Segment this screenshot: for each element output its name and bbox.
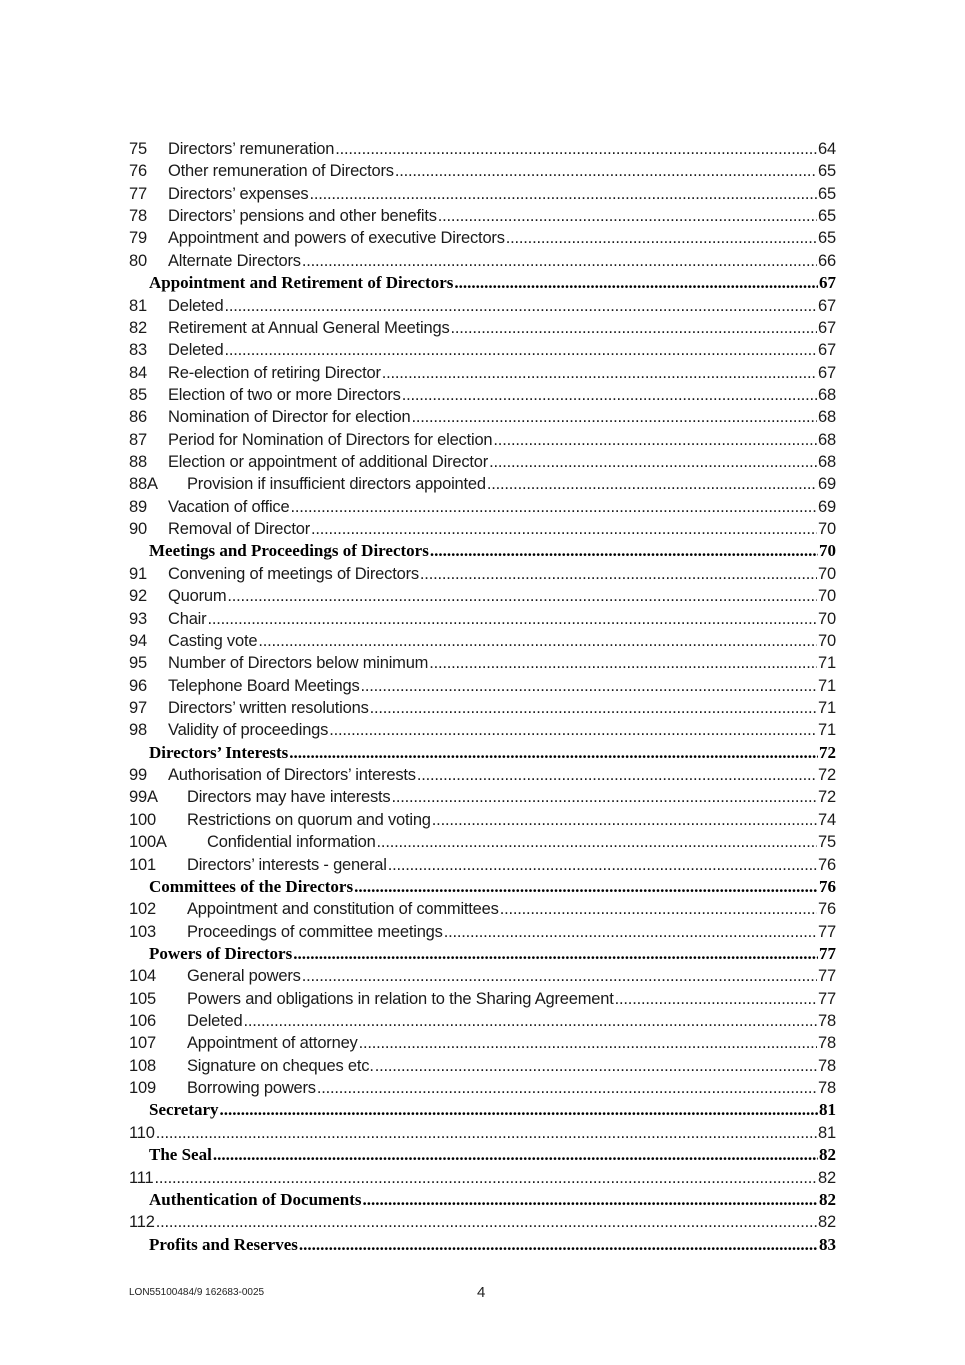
toc-entry[interactable] — [129, 384, 836, 406]
toc-entry-number: 99A — [129, 788, 158, 807]
toc-entry-title: General powers — [187, 967, 301, 986]
toc-page-number: 77 — [818, 967, 836, 986]
toc-page-number: 67 — [818, 341, 836, 360]
dot-leader — [420, 563, 817, 585]
toc-entry-title: Deleted — [168, 296, 224, 315]
toc-heading-title: The Seal — [149, 1145, 212, 1165]
toc-entry-title: Removal of Director — [168, 520, 310, 539]
toc-entry-number: 85 — [129, 385, 147, 404]
toc-entry-number: 75 — [129, 140, 147, 158]
dot-leader — [156, 1122, 817, 1144]
dot-leader — [302, 250, 817, 272]
toc-page-number: 67 — [818, 363, 836, 382]
toc-entry-title: Deleted — [168, 341, 224, 360]
dot-leader — [299, 1234, 818, 1256]
toc-entry-title: Period for Nomination of Directors for election — [168, 430, 493, 449]
toc-entry-title: Appointment of attorney — [187, 1034, 358, 1053]
dot-leader — [432, 809, 817, 831]
toc-entry-title: Directors’ written resolutions — [168, 698, 369, 717]
dot-leader — [388, 854, 817, 876]
toc-page-number: 70 — [818, 587, 836, 606]
toc-page-number: 78 — [818, 1056, 836, 1075]
toc-entry-title: Re-election of retiring Director — [168, 363, 381, 382]
toc-entry-number: 99 — [129, 766, 147, 785]
toc-entry[interactable] — [129, 675, 836, 697]
toc-entry-title: Directors’ pensions and other benefits — [168, 207, 437, 226]
toc-entry[interactable] — [129, 854, 836, 876]
toc-page-number: 67 — [818, 318, 836, 337]
dot-leader — [391, 786, 817, 808]
toc-entry-title: Authorisation of Directors’ interests — [168, 766, 416, 785]
toc-entry-title: Number of Directors below minimum — [168, 654, 429, 673]
toc-page-number: 66 — [818, 251, 836, 270]
toc-entry[interactable] — [129, 1077, 836, 1099]
toc-entry-title: Proceedings of committee meetings — [187, 922, 443, 941]
toc-entry-number: 84 — [129, 363, 147, 382]
toc-entry[interactable] — [129, 898, 836, 920]
toc-entry[interactable] — [129, 205, 836, 227]
toc-entry-title: Election or appointment of additional Director — [168, 453, 489, 472]
toc-page-number: 68 — [818, 430, 836, 449]
toc-entry[interactable] — [129, 988, 836, 1010]
toc-entry-title: Election of two or more Directors — [168, 385, 401, 404]
toc-entry-number: 76 — [129, 162, 147, 181]
toc-page-number: 68 — [818, 385, 836, 404]
toc-page-number: 67 — [819, 273, 836, 293]
toc-entry-number: 107 — [129, 1034, 156, 1053]
toc-entry[interactable] — [129, 250, 836, 272]
toc-heading[interactable] — [129, 272, 836, 294]
toc-entry-title: Directors’ remuneration — [168, 140, 335, 158]
dot-leader — [309, 183, 817, 205]
toc-entry-title: Directors’ interests - general — [187, 855, 387, 874]
toc-entry-title: Borrowing powers — [187, 1079, 316, 1098]
dot-leader — [207, 608, 817, 630]
toc-entry-title: Signature on cheques etc. — [187, 1056, 374, 1075]
toc-entry-title: Provision if insufficient directors appointed — [187, 475, 486, 494]
toc-entry[interactable] — [129, 138, 836, 160]
dot-leader — [438, 205, 817, 227]
dot-leader — [293, 943, 818, 965]
toc-entry-title: Validity of proceedings — [168, 721, 329, 740]
toc-entry-number: 100 — [129, 810, 156, 829]
toc-page-number: 70 — [818, 564, 836, 583]
toc-entry[interactable] — [129, 183, 836, 205]
dot-leader — [454, 272, 818, 294]
toc-page-number: 65 — [818, 229, 836, 248]
dot-leader — [302, 965, 817, 987]
toc-entry[interactable] — [129, 451, 836, 473]
dot-leader — [429, 652, 817, 674]
toc-entry[interactable] — [129, 1055, 836, 1077]
toc-entry-number: 93 — [129, 609, 147, 628]
toc-entry[interactable] — [129, 429, 836, 451]
toc-page-number: 64 — [818, 140, 836, 158]
dot-leader — [395, 160, 817, 182]
toc-heading[interactable] — [129, 1144, 836, 1166]
toc-entry-number: 97 — [129, 698, 147, 717]
dot-leader — [493, 429, 817, 451]
toc-heading-title: Meetings and Proceedings of Directors — [149, 541, 429, 561]
toc-entry[interactable] — [129, 317, 836, 339]
toc-entry[interactable] — [129, 295, 836, 317]
toc-entry-number: 112 — [129, 1213, 155, 1232]
toc-page-number: 78 — [818, 1012, 836, 1031]
toc-page-number: 65 — [818, 207, 836, 226]
toc-heading[interactable] — [129, 943, 836, 965]
dot-leader — [317, 1077, 817, 1099]
dot-leader — [500, 898, 817, 920]
toc-entry-number: 104 — [129, 967, 156, 986]
dot-leader — [311, 518, 817, 540]
dot-leader — [227, 585, 817, 607]
toc-entry[interactable] — [129, 764, 836, 786]
toc-page-number: 76 — [818, 855, 836, 874]
dot-leader — [506, 227, 817, 249]
dot-leader — [329, 719, 817, 741]
dot-leader — [402, 384, 817, 406]
toc-entry[interactable] — [129, 496, 836, 518]
toc-entry-title: Quorum — [168, 587, 227, 606]
toc-entry[interactable] — [129, 362, 836, 384]
toc-page-number: 78 — [818, 1034, 836, 1053]
toc-entry-title: Other remuneration of Directors — [168, 162, 394, 181]
toc-entry[interactable] — [129, 630, 836, 652]
toc-entry-number: 79 — [129, 229, 147, 248]
dot-leader — [382, 362, 817, 384]
toc-entry-number: 106 — [129, 1012, 156, 1031]
toc-entry[interactable] — [129, 1032, 836, 1054]
dot-leader — [258, 630, 817, 652]
toc-entry-title: Retirement at Annual General Meetings — [168, 318, 450, 337]
toc-entry-number: 81 — [129, 296, 147, 315]
toc-page-number: 82 — [819, 1145, 836, 1165]
dot-leader — [361, 675, 818, 697]
toc-entry-number: 105 — [129, 989, 156, 1008]
toc-page-number: 71 — [818, 654, 836, 673]
dot-leader — [363, 1189, 819, 1211]
toc-entry-title: Chair — [168, 609, 207, 628]
document-reference: LON55100484/9 162683-0025 — [129, 1287, 265, 1298]
toc-entry[interactable] — [129, 563, 836, 585]
toc-entry[interactable] — [129, 786, 836, 808]
toc-page-number: 72 — [819, 742, 836, 762]
toc-entry-number: 92 — [129, 587, 147, 606]
dot-leader — [224, 339, 817, 361]
toc-heading-title: Committees of the Directors — [149, 876, 354, 896]
toc-page-number: 77 — [818, 922, 836, 941]
toc-entry-title: Appointment and constitution of committees — [187, 900, 499, 919]
toc-entry[interactable] — [129, 608, 836, 630]
toc-entry-title: Telephone Board Meetings — [168, 676, 360, 695]
toc-page-number: 71 — [818, 698, 836, 717]
toc-entry-title: Directors’ expenses — [168, 184, 309, 203]
toc-page-number: 77 — [818, 989, 836, 1008]
toc-entry-title: Vacation of office — [168, 497, 290, 516]
toc-entry-number: 78 — [129, 207, 147, 226]
dot-leader — [156, 1211, 817, 1233]
toc-heading[interactable] — [129, 876, 836, 898]
toc-entry-number: 101 — [129, 855, 156, 874]
toc-entry-title: Directors may have interests — [187, 788, 391, 807]
toc-page-number: 82 — [819, 1189, 836, 1209]
toc-entry-number: 100A — [129, 833, 167, 852]
toc-entry[interactable] — [129, 1122, 836, 1144]
dot-leader — [444, 921, 817, 943]
toc-entry[interactable] — [129, 339, 836, 361]
dot-leader — [375, 1055, 817, 1077]
dot-leader — [487, 473, 817, 495]
toc-entry[interactable] — [129, 831, 836, 853]
toc-entry-number: 98 — [129, 721, 147, 740]
dot-leader — [451, 317, 818, 339]
toc-page-number: 69 — [818, 497, 836, 516]
toc-entry-number: 88A — [129, 475, 158, 494]
toc-entry-number: 83 — [129, 341, 147, 360]
toc-heading[interactable] — [129, 1189, 836, 1211]
toc-entry-number: 82 — [129, 318, 147, 337]
dot-leader — [290, 496, 817, 518]
toc-heading[interactable] — [129, 742, 836, 764]
toc-entry-number: 88 — [129, 453, 147, 472]
toc-entry-number: 89 — [129, 497, 147, 516]
toc-entry[interactable] — [129, 652, 836, 674]
toc-entry-title: Nomination of Director for election — [168, 408, 411, 427]
toc-entry[interactable] — [129, 809, 836, 831]
toc-entry-number: 108 — [129, 1056, 156, 1075]
dot-leader — [615, 988, 817, 1010]
toc-heading[interactable] — [129, 1234, 836, 1256]
dot-leader — [377, 831, 818, 853]
toc-heading[interactable] — [129, 540, 836, 562]
toc-page-number: 70 — [819, 541, 836, 561]
toc-entry[interactable] — [129, 406, 836, 428]
dot-leader — [354, 876, 818, 898]
dot-leader — [154, 1167, 817, 1189]
toc-heading-title: Authentication of Documents — [149, 1189, 362, 1209]
toc-page-number: 71 — [818, 721, 836, 740]
toc-entry[interactable] — [129, 1010, 836, 1032]
dot-leader — [370, 697, 817, 719]
toc-entry-title: Casting vote — [168, 631, 258, 650]
toc-entry-number: 80 — [129, 251, 147, 270]
toc-heading[interactable] — [129, 1099, 836, 1121]
toc-page-number: 67 — [818, 296, 836, 315]
toc-entry[interactable] — [129, 160, 836, 182]
toc-entry-number: 95 — [129, 654, 147, 673]
toc-page-number: 74 — [818, 810, 836, 829]
toc-page-number: 70 — [818, 631, 836, 650]
toc-entry[interactable] — [129, 719, 836, 741]
toc-entry-number: 94 — [129, 631, 147, 650]
toc-page-number: 77 — [819, 943, 836, 963]
toc-page-number: 83 — [819, 1234, 836, 1254]
dot-leader — [417, 764, 817, 786]
toc-entry[interactable] — [129, 965, 836, 987]
dot-leader — [224, 295, 817, 317]
dot-leader — [243, 1010, 817, 1032]
toc-entry-number: 96 — [129, 676, 147, 695]
toc-page-number: 76 — [818, 900, 836, 919]
dot-leader — [359, 1032, 817, 1054]
toc-page-number: 82 — [818, 1168, 836, 1187]
toc-entry-number: 103 — [129, 922, 156, 941]
toc-page-number: 71 — [818, 676, 836, 695]
toc-entry-title: Deleted — [187, 1012, 243, 1031]
dot-leader — [335, 138, 817, 160]
toc-entry-title: Confidential information — [207, 833, 376, 852]
toc-entry-number: 77 — [129, 184, 147, 203]
toc-page-number: 82 — [818, 1213, 836, 1232]
toc-heading-title: Profits and Reserves — [149, 1234, 298, 1254]
toc-entry-number: 111 — [129, 1168, 154, 1187]
toc-entry-title: Restrictions on quorum and voting — [187, 810, 431, 829]
dot-leader — [489, 451, 817, 473]
toc-entry-title: Appointment and powers of executive Directors — [168, 229, 505, 248]
toc-entry-number: 109 — [129, 1079, 156, 1098]
toc-page-number: 72 — [818, 788, 836, 807]
dot-leader — [411, 406, 817, 428]
dot-leader — [289, 742, 818, 764]
dot-leader — [430, 540, 818, 562]
toc-entry[interactable] — [129, 585, 836, 607]
toc-page-number: 65 — [818, 162, 836, 181]
dot-leader — [213, 1144, 818, 1166]
toc-entry[interactable] — [129, 1211, 836, 1233]
toc-heading-title: Appointment and Retirement of Directors — [149, 273, 454, 293]
toc-page-number: 78 — [818, 1079, 836, 1098]
toc-entry[interactable] — [129, 518, 836, 540]
table-of-contents — [129, 138, 836, 1256]
toc-entry-title: Convening of meetings of Directors — [168, 564, 419, 583]
toc-page-number: 81 — [818, 1123, 836, 1142]
toc-heading-title: Directors’ Interests — [149, 742, 289, 762]
toc-page-number: 81 — [819, 1100, 836, 1120]
toc-entry-number: 110 — [129, 1123, 155, 1142]
toc-page-number: 65 — [818, 184, 836, 203]
toc-entry-title: Alternate Directors — [168, 251, 301, 270]
toc-entry-number: 90 — [129, 520, 147, 539]
toc-page-number: 72 — [818, 766, 836, 785]
toc-entry-number: 87 — [129, 430, 147, 449]
toc-page-number: 76 — [819, 876, 836, 896]
toc-entry[interactable] — [129, 227, 836, 249]
toc-entry[interactable] — [129, 473, 836, 495]
toc-entry-title: Powers and obligations in relation to the Sharing Agreement — [187, 989, 614, 1008]
toc-page-number: 70 — [818, 609, 836, 628]
toc-entry-number: 91 — [129, 564, 147, 583]
toc-page-number: 69 — [818, 475, 836, 494]
toc-entry-number: 102 — [129, 900, 156, 919]
toc-page-number: 70 — [818, 520, 836, 539]
toc-heading-title: Powers of Directors — [149, 943, 293, 963]
toc-entry[interactable] — [129, 697, 836, 719]
toc-entry[interactable] — [129, 921, 836, 943]
toc-entry[interactable] — [129, 1167, 836, 1189]
toc-page-number: 68 — [818, 408, 836, 427]
toc-heading-title: Secretary — [149, 1100, 219, 1120]
toc-page-number: 75 — [818, 833, 836, 852]
dot-leader — [220, 1099, 818, 1121]
toc-entry-number: 86 — [129, 408, 147, 427]
toc-page-number: 68 — [818, 453, 836, 472]
page-number: 4 — [477, 1284, 486, 1301]
